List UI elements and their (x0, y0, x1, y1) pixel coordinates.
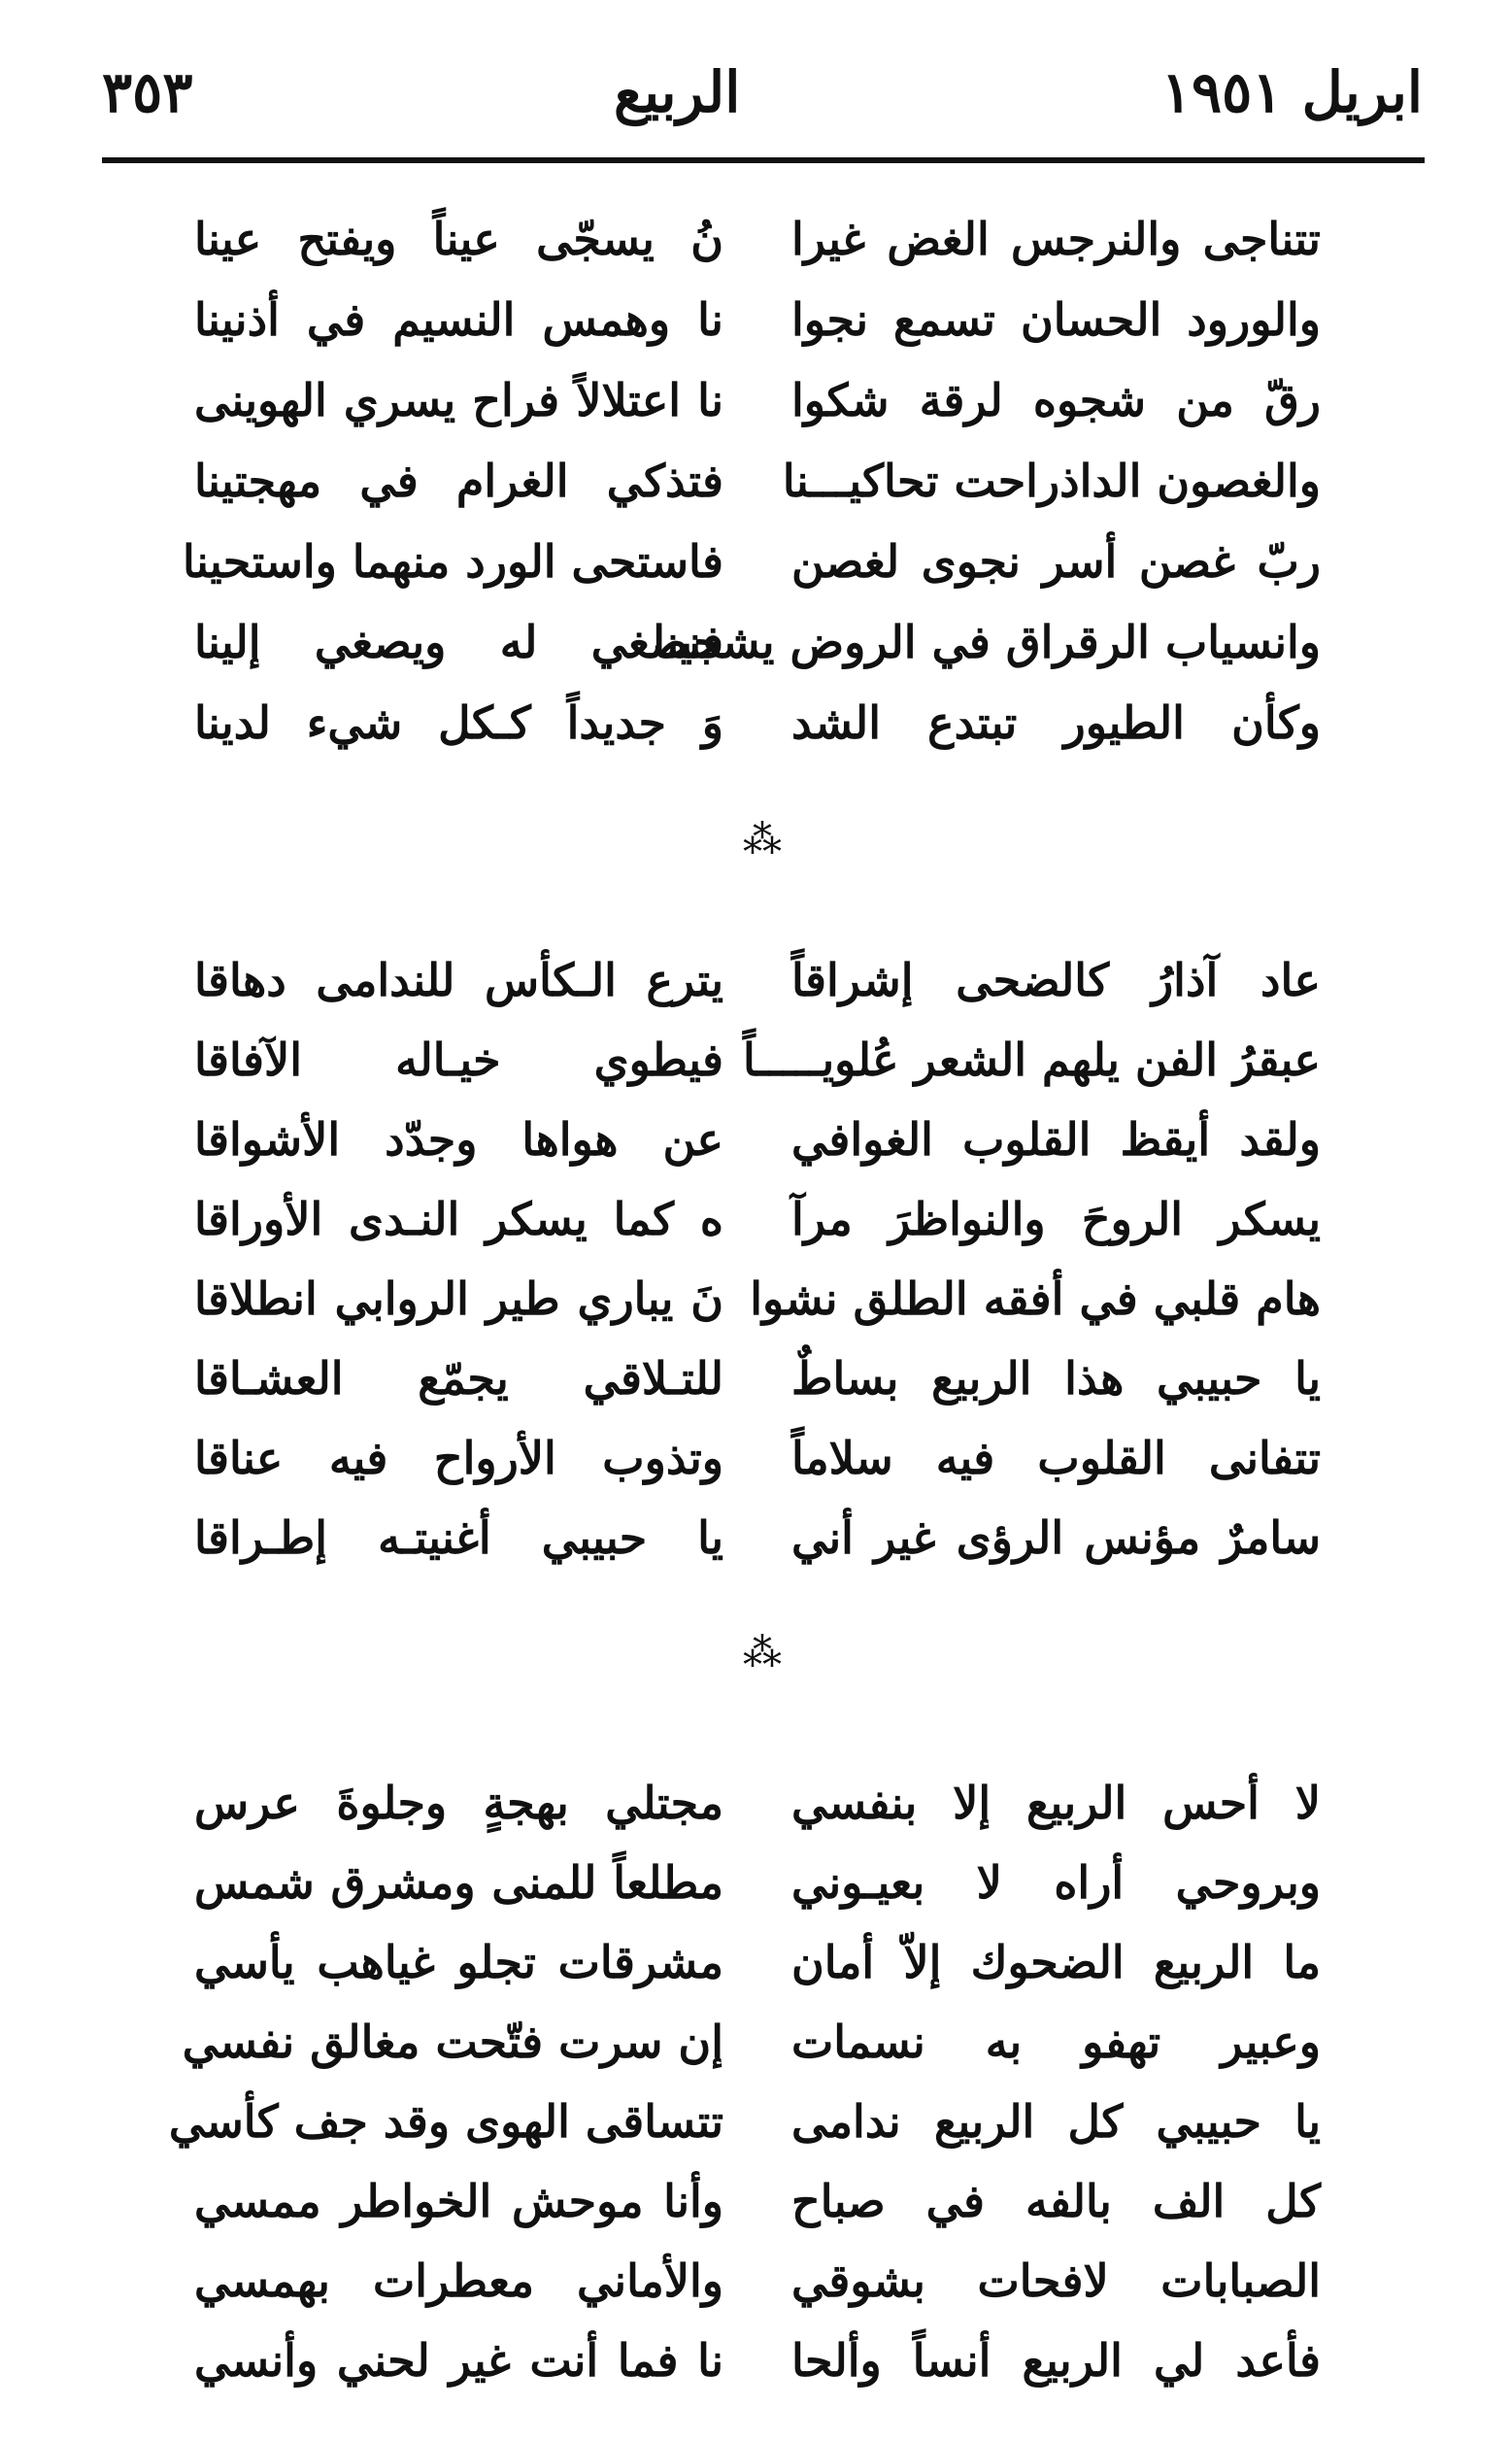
second-hemistich: فنصغي له ويصغي إلينا (194, 616, 723, 668)
verse-line (194, 1179, 1321, 1259)
first-hemistich: والغصون الداذراحت تحاكيـــنا (782, 455, 1321, 507)
page-number: ٣٥٣ (102, 59, 193, 125)
stanza-2 (194, 940, 1321, 1577)
verse-line (194, 199, 1321, 280)
first-hemistich: تتفانى القلوب فيه سلاماً (791, 1432, 1321, 1484)
second-hemistich: نُ يسجّى عيناً ويفتح عينا (194, 213, 723, 265)
second-hemistich: عن هواها وجدّد الأشواقا (194, 1113, 723, 1166)
first-hemistich: رقّ من شجوه لرقة شكوا (791, 374, 1321, 426)
verse-line (194, 940, 1321, 1020)
stanza-separator: ⁂ (743, 1631, 782, 1676)
verse-line (194, 602, 1321, 683)
second-hemistich: للتـلاقي يجمّع العشـاقا (194, 1352, 723, 1405)
second-hemistich: نا فما أنت غير لحني وأنسي (194, 2334, 723, 2387)
verse-line (194, 1922, 1321, 2002)
first-hemistich: ولقد أيقظ القلوب الغوافي (791, 1113, 1321, 1166)
second-hemistich: مشرقات تجلو غياهب يأسي (194, 1936, 723, 1988)
first-hemistich: وانسياب الرقراق في الروض يشجينا (653, 616, 1321, 668)
second-hemistich: فيطوي خيـاله الآفاقا (194, 1034, 723, 1086)
first-hemistich: وكأن الطيور تبتدع الشد (791, 696, 1321, 749)
first-hemistich: فأعد لي الربيع أنساً وألحا (791, 2334, 1321, 2387)
verse-line (194, 441, 1321, 522)
stanza-3 (168, 1763, 1321, 2400)
second-hemistich: وأنا موحش الخواطر ممسي (194, 2175, 723, 2227)
stanza-separator: ⁂ (743, 818, 782, 863)
verse-line (194, 1100, 1321, 1179)
second-hemistich: فاستحى الورد منهما واستحينا (183, 535, 723, 588)
second-hemistich: وتذوب الأرواح فيه عناقا (194, 1432, 723, 1484)
verse-line (194, 2161, 1321, 2241)
verse-line (194, 360, 1321, 441)
second-hemistich: نا اعتلالاً فراح يسري الهوينى (194, 374, 723, 426)
verse-line (194, 683, 1321, 763)
second-hemistich: إن سرت فتّحت مغالق نفسي (182, 2016, 723, 2068)
header-rule (102, 157, 1425, 163)
second-hemistich: فتذكي الغرام في مهجتينا (194, 455, 723, 507)
verse-line (182, 2002, 1321, 2082)
second-hemistich: يا حبيبي أغنيتـه إطـراقا (194, 1511, 723, 1564)
verse-line (194, 280, 1321, 360)
first-hemistich: تتناجى والنرجس الغض غيرا (791, 213, 1321, 265)
running-title: الربيع (614, 59, 741, 125)
verse-line (194, 1339, 1321, 1418)
second-hemistich: يترع الـكأس للندامى دهاقا (194, 954, 723, 1006)
second-hemistich: نا وهمس النسيم في أذنينا (194, 293, 723, 346)
first-hemistich: يا حبيبي كل الربيع ندامى (791, 2095, 1321, 2148)
verse-line (194, 1259, 1321, 1339)
verse-line (194, 1020, 1321, 1100)
second-hemistich: تتساقى الهوى وقد جف كأسي (168, 2095, 723, 2148)
first-hemistich: عاد آذارُ كالضحى إشراقاً (791, 954, 1321, 1006)
first-hemistich: ما الربيع الضحوك إلاّ أمان (791, 1936, 1321, 1988)
second-hemistich: وَ جديداً كـكل شيء لدينا (194, 696, 723, 749)
verse-line (194, 2241, 1321, 2321)
verse-line (183, 522, 1321, 602)
second-hemistich: نَ يباري طير الروابي انطلاقا (194, 1272, 723, 1325)
first-hemistich: عبقرُ الفن يلهم الشعر عُلويـــــاً (742, 1034, 1321, 1086)
verse-line (168, 2082, 1321, 2161)
verse-line (194, 1763, 1321, 1843)
first-hemistich: لا أحس الربيع إلا بنفسي (791, 1777, 1321, 1829)
first-hemistich: هام قلبي في أفقه الطلق نشوا (750, 1272, 1321, 1325)
first-hemistich: يا حبيبي هذا الربيع بساطٌ (791, 1352, 1321, 1405)
issue-date: ابريل ١٩٥١ (1160, 59, 1423, 125)
first-hemistich: وبروحي أراه لا بعيـوني (791, 1856, 1321, 1909)
second-hemistich: ه كما يسكر النـدى الأوراقا (194, 1193, 723, 1245)
first-hemistich: والورود الحسان تسمع نجوا (791, 293, 1321, 346)
second-hemistich: مجتلي بهجةٍ وجلوةَ عرس (194, 1777, 723, 1829)
first-hemistich: ربّ غصن أسر نجوى لغصن (791, 535, 1321, 588)
stanza-1 (183, 199, 1321, 763)
first-hemistich: وعبير تهفو به نسمات (791, 2016, 1321, 2068)
verse-line (194, 1843, 1321, 1922)
first-hemistich: سامرٌ مؤنس الرؤى غير أني (791, 1511, 1321, 1564)
verse-line (194, 1418, 1321, 1498)
verse-line (194, 1498, 1321, 1577)
page-header (102, 39, 1423, 146)
verse-line (194, 2321, 1321, 2400)
second-hemistich: مطلعاً للمنى ومشرق شمس (194, 1856, 723, 1909)
first-hemistich: كل الف بالفه في صباح (791, 2175, 1321, 2227)
first-hemistich: الصبابات لافحات بشوقي (791, 2255, 1321, 2307)
second-hemistich: والأماني معطرات بهمسي (194, 2255, 723, 2307)
first-hemistich: يسكر الروحَ والنواظرَ مرآ (791, 1193, 1321, 1245)
